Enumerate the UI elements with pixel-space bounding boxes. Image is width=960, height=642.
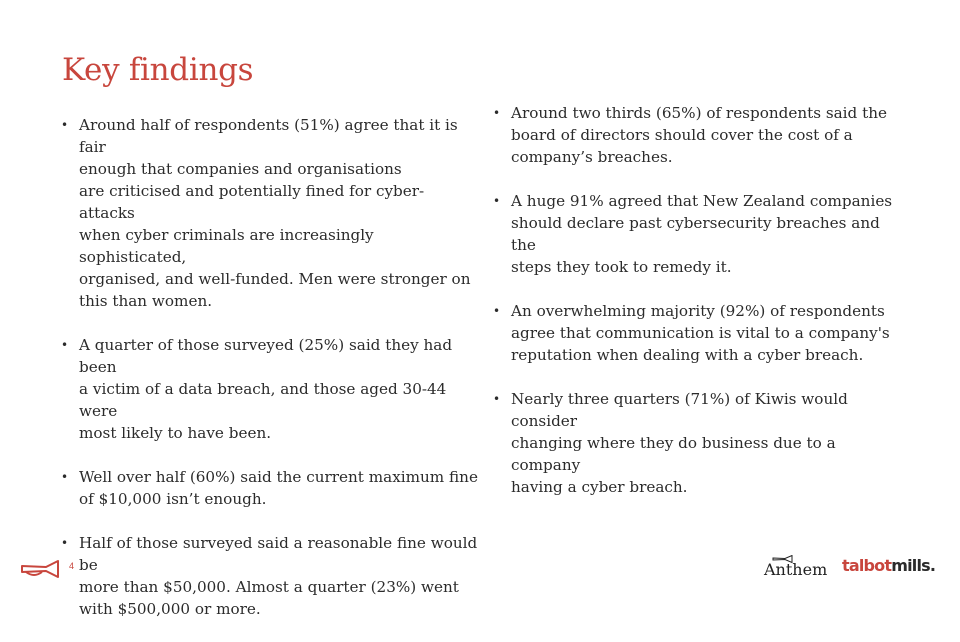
bullet-icon: • — [61, 470, 69, 484]
bullet-icon: • — [61, 338, 69, 352]
finding-text: Around two thirds (65%) of respondents said the board of directors should cover the cost of a company’s breaches. — [511, 104, 887, 166]
list-item — [490, 300, 900, 366]
list-item — [58, 334, 478, 444]
bullet-icon: • — [61, 118, 69, 132]
finding-text: A huge 91% agreed that New Zealand companies should declare past cybersecurity breaches and the steps they took to remedy it. — [511, 192, 893, 276]
list-item — [490, 190, 900, 278]
left-findings-list — [58, 114, 478, 642]
list-item — [58, 532, 478, 620]
anthem-logo-text: Anthem — [764, 560, 828, 579]
page-title: Key findings — [62, 52, 254, 88]
bullet-icon: • — [61, 536, 69, 550]
finding-text: Nearly three quarters (71%) of Kiwis would consider changing where they do business due to a company having a cyber breach. — [511, 390, 848, 496]
list-item — [58, 466, 478, 510]
bullet-icon: • — [493, 304, 501, 318]
bullet-icon: • — [493, 392, 501, 406]
list-item — [490, 388, 900, 498]
bullet-icon: • — [493, 106, 501, 120]
horn-icon — [20, 558, 62, 580]
list-item — [58, 114, 478, 312]
page-number: 4 — [69, 561, 75, 571]
anthem-logo — [764, 555, 834, 579]
talbotmills-logo-part1: talbot — [842, 556, 892, 575]
talbotmills-logo-part2: mills. — [891, 556, 936, 575]
finding-text: A quarter of those surveyed (25%) said they had been a victim of a data breach, and those aged 30-44 were most likely to have been. — [79, 336, 453, 442]
finding-text: Half of those surveyed said a reasonable fine would be more than $50,000. Almost a quarter (23%) went with $500,000 or more. — [79, 534, 478, 618]
right-findings-list — [490, 102, 900, 520]
bullet-icon: • — [493, 194, 501, 208]
list-item — [490, 102, 900, 168]
talbotmills-logo — [842, 556, 935, 575]
finding-text: An overwhelming majority (92%) of respondents agree that communication is vital to a company's reputation when dealing with a cyber breach. — [511, 302, 890, 364]
finding-text: Well over half (60%) said the current maximum fine of $10,000 isn’t enough. — [79, 468, 478, 508]
finding-text: Around half of respondents (51%) agree that it is fair enough that companies and organisations are criticised and potentially fined for cyber-attacks when cyber criminals are increasingly sophisticated, organised, and well-funded. Men were stronger on this than women. — [79, 116, 471, 310]
